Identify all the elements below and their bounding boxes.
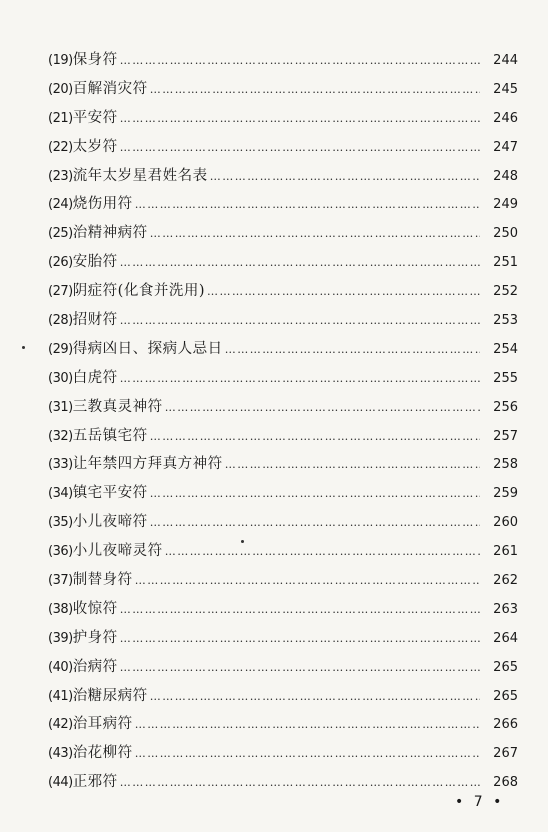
dot-leader bbox=[120, 249, 480, 278]
dot-leader bbox=[225, 336, 480, 365]
page-number: • 7 • bbox=[455, 794, 505, 810]
entry-page-number: 266 bbox=[493, 717, 518, 733]
toc-entry bbox=[48, 537, 518, 566]
entry-title: 治精神病符 bbox=[72, 225, 148, 242]
toc-entry bbox=[48, 739, 518, 768]
entry-page-number: 267 bbox=[493, 746, 518, 762]
dot-leader bbox=[135, 191, 480, 220]
dot-leader bbox=[120, 596, 480, 625]
dot-leader bbox=[150, 509, 480, 538]
entry-number: (42) bbox=[48, 717, 73, 733]
entry-title: 安胎符 bbox=[72, 254, 118, 271]
entry-number: (44) bbox=[48, 775, 73, 791]
entry-page-number: 253 bbox=[493, 313, 518, 329]
entry-title: 平安符 bbox=[72, 109, 118, 126]
toc-entry bbox=[48, 364, 518, 393]
entry-title: 五岳镇宅符 bbox=[72, 427, 148, 444]
toc-entry bbox=[48, 190, 518, 219]
entry-page-number: 256 bbox=[493, 399, 518, 415]
entry-number: (39) bbox=[48, 630, 73, 646]
entry-number: (41) bbox=[48, 688, 73, 704]
entry-title: 阴症符(化食并洗用) bbox=[72, 283, 206, 300]
toc-entry bbox=[48, 75, 518, 104]
toc-entry bbox=[48, 162, 518, 191]
entry-number: (43) bbox=[48, 746, 73, 762]
entry-number: (20) bbox=[48, 81, 73, 97]
toc-entry bbox=[48, 393, 518, 422]
entry-page-number: 254 bbox=[493, 341, 518, 357]
entry-title: 治糖尿病符 bbox=[72, 687, 148, 704]
toc-entry bbox=[48, 768, 518, 797]
entry-title: 白虎符 bbox=[72, 369, 118, 386]
print-speck bbox=[241, 540, 244, 543]
entry-title: 收惊符 bbox=[72, 600, 118, 617]
entry-page-number: 265 bbox=[493, 659, 518, 675]
dot-leader bbox=[135, 711, 480, 740]
toc-entry bbox=[48, 335, 518, 364]
entry-page-number: 246 bbox=[493, 110, 518, 126]
dot-leader bbox=[150, 683, 480, 712]
toc-entry bbox=[48, 624, 518, 653]
entry-page-number: 245 bbox=[493, 81, 518, 97]
dot-leader bbox=[165, 394, 480, 423]
toc-entry bbox=[48, 595, 518, 624]
entry-number: (24) bbox=[48, 197, 73, 213]
entry-title: 正邪符 bbox=[72, 774, 118, 791]
entry-page-number: 249 bbox=[493, 197, 518, 213]
entry-page-number: 255 bbox=[493, 370, 518, 386]
entry-number: (29) bbox=[48, 341, 73, 357]
toc-entry bbox=[48, 682, 518, 711]
entry-page-number: 262 bbox=[493, 573, 518, 589]
dot-leader bbox=[135, 567, 480, 596]
entry-number: (40) bbox=[48, 659, 73, 675]
dot-leader bbox=[120, 307, 480, 336]
dot-leader bbox=[120, 47, 480, 76]
entry-title: 治病符 bbox=[72, 658, 118, 675]
entry-title: 招财符 bbox=[72, 312, 118, 329]
entry-number: (38) bbox=[48, 601, 73, 617]
entry-page-number: 260 bbox=[493, 515, 518, 531]
dot-leader bbox=[120, 365, 480, 394]
table-of-contents bbox=[48, 46, 518, 797]
entry-number: (19) bbox=[48, 53, 73, 68]
toc-entry bbox=[48, 306, 518, 335]
entry-number: (34) bbox=[48, 486, 73, 502]
entry-number: (37) bbox=[48, 573, 73, 589]
entry-number: (31) bbox=[48, 399, 73, 415]
entry-page-number: 258 bbox=[493, 457, 518, 473]
toc-entry bbox=[48, 46, 518, 75]
entry-title: 百解消灾符 bbox=[72, 80, 148, 97]
toc-entry bbox=[48, 508, 518, 537]
dot-leader bbox=[150, 76, 480, 105]
entry-title: 治耳病符 bbox=[72, 716, 133, 733]
entry-title: 小儿夜啼符 bbox=[72, 514, 148, 531]
dot-leader bbox=[210, 163, 480, 192]
entry-page-number: 265 bbox=[493, 688, 518, 704]
entry-page-number: 264 bbox=[493, 630, 518, 646]
entry-page-number: 252 bbox=[493, 284, 518, 300]
entry-title: 三教真灵神符 bbox=[72, 398, 163, 415]
toc-entry bbox=[48, 104, 518, 133]
entry-page-number: 251 bbox=[493, 255, 518, 271]
entry-title: 制替身符 bbox=[72, 572, 133, 589]
entry-number: (32) bbox=[48, 428, 73, 444]
toc-entry bbox=[48, 566, 518, 595]
entry-title: 护身符 bbox=[72, 629, 118, 646]
dot-leader bbox=[150, 423, 480, 452]
entry-number: (22) bbox=[48, 139, 73, 155]
toc-entry bbox=[48, 133, 518, 162]
entry-page-number: 268 bbox=[493, 775, 518, 791]
entry-title: 小儿夜啼灵符 bbox=[72, 543, 163, 560]
entry-page-number: 261 bbox=[493, 544, 518, 560]
toc-entry bbox=[48, 710, 518, 739]
dot-leader bbox=[120, 134, 480, 163]
dot-leader bbox=[225, 451, 480, 480]
entry-number: (33) bbox=[48, 457, 73, 473]
entry-number: (23) bbox=[48, 168, 73, 184]
entry-title: 让年禁四方拜真方神符 bbox=[72, 456, 223, 473]
toc-entry bbox=[48, 653, 518, 682]
entry-page-number: 248 bbox=[493, 168, 518, 184]
entry-number: (27) bbox=[48, 284, 73, 300]
toc-entry bbox=[48, 248, 518, 277]
toc-entry bbox=[48, 479, 518, 508]
print-speck bbox=[22, 346, 25, 349]
entry-number: (26) bbox=[48, 255, 73, 271]
entry-title: 治花柳符 bbox=[72, 745, 133, 762]
dot-leader bbox=[120, 769, 480, 798]
entry-page-number: 263 bbox=[493, 601, 518, 617]
entry-title: 保身符 bbox=[72, 52, 118, 68]
entry-number: (28) bbox=[48, 313, 73, 329]
dot-leader bbox=[120, 625, 480, 654]
dot-leader bbox=[120, 105, 480, 134]
entry-title: 太岁符 bbox=[72, 138, 118, 155]
dot-leader bbox=[135, 740, 480, 769]
entry-title: 流年太岁星君姓名表 bbox=[72, 167, 208, 184]
entry-number: (36) bbox=[48, 544, 73, 560]
entry-number: (21) bbox=[48, 110, 73, 126]
entry-page-number: 247 bbox=[493, 139, 518, 155]
entry-number: (35) bbox=[48, 515, 73, 531]
entry-number: (30) bbox=[48, 370, 73, 386]
entry-number: (25) bbox=[48, 226, 73, 242]
entry-page-number: 244 bbox=[493, 53, 518, 68]
dot-leader bbox=[150, 480, 480, 509]
dot-leader bbox=[150, 220, 480, 249]
entry-page-number: 259 bbox=[493, 486, 518, 502]
toc-entry bbox=[48, 450, 518, 479]
entry-title: 烧伤用符 bbox=[72, 196, 133, 213]
toc-entry bbox=[48, 422, 518, 451]
entry-page-number: 250 bbox=[493, 226, 518, 242]
toc-entry bbox=[48, 277, 518, 306]
entry-title: 镇宅平安符 bbox=[72, 485, 148, 502]
entry-page-number: 257 bbox=[493, 428, 518, 444]
dot-leader bbox=[207, 278, 480, 307]
toc-entry bbox=[48, 219, 518, 248]
entry-title: 得病凶日、探病人忌日 bbox=[72, 340, 223, 357]
dot-leader bbox=[120, 654, 480, 683]
dot-leader bbox=[165, 538, 480, 567]
